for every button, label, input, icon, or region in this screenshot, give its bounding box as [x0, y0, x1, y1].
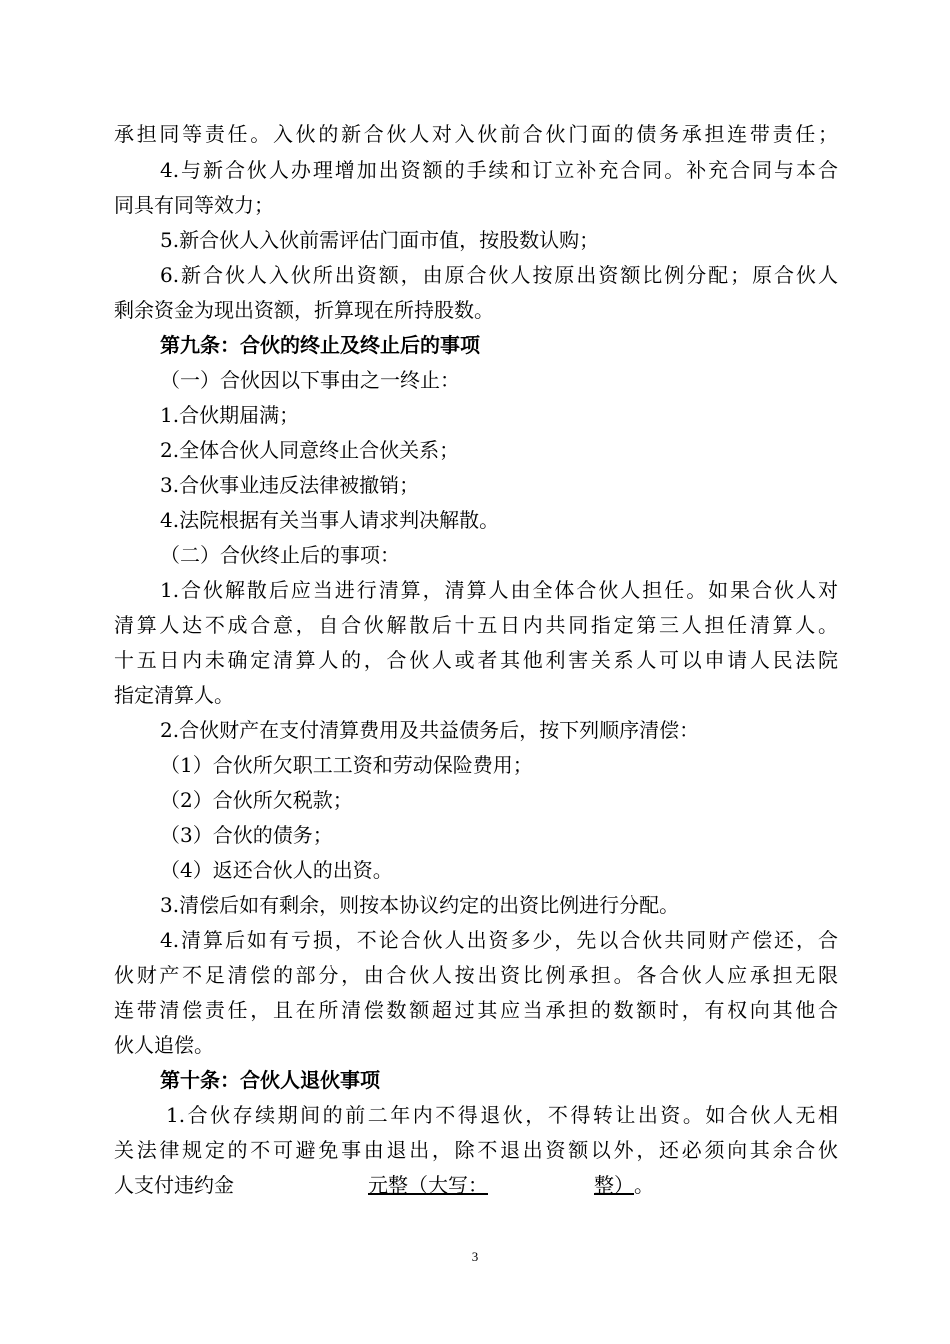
- section-heading: （二）合伙终止后的事项：: [160, 543, 400, 567]
- paragraph-line: 关法律规定的不可避免事由退出，除不退出资额以外，还必须向其余合伙: [114, 1138, 838, 1162]
- list-item: （3）合伙的债务；: [160, 823, 333, 847]
- paragraph-line: 剩余资金为现出资额，折算现在所持股数。: [114, 298, 494, 322]
- paragraph-line: 5.新合伙人入伙前需评估门面市值，按股数认购；: [160, 228, 600, 252]
- penalty-amount-unit: 元整（大写：: [368, 1173, 488, 1197]
- paragraph-line: 3.清偿后如有剩余，则按本协议约定的出资比例进行分配。: [160, 893, 680, 917]
- list-item: 4.法院根据有关当事人请求判决解散。: [160, 508, 500, 532]
- list-item: （2）合伙所欠税款；: [160, 788, 353, 812]
- list-item: （4）返还合伙人的出资。: [160, 858, 393, 882]
- section-heading: （一）合伙因以下事由之一终止：: [160, 368, 460, 392]
- article-10-heading: 第十条：合伙人退伙事项: [160, 1068, 380, 1092]
- list-item: 2.全体合伙人同意终止合伙关系；: [160, 438, 460, 462]
- list-item: 3.合伙事业违反法律被撤销；: [160, 473, 420, 497]
- penalty-end: 。: [634, 1173, 654, 1197]
- penalty-prefix: 人支付违约金: [114, 1173, 234, 1197]
- paragraph-line: 承担同等责任。入伙的新合伙人对入伙前合伙门面的债务承担连带责任；: [114, 122, 838, 146]
- paragraph-line: 1.合伙存续期间的前二年内不得退伙，不得转让出资。如合伙人无相: [166, 1103, 838, 1127]
- paragraph-line: 十五日内未确定清算人的，合伙人或者其他利害关系人可以申请人民法院: [114, 648, 838, 672]
- paragraph-line: 清算人达不成合意，自合伙解散后十五日内共同指定第三人担任清算人。: [114, 613, 838, 637]
- page-number: 3: [471, 1249, 479, 1264]
- penalty-amount-blank[interactable]: [234, 1173, 368, 1195]
- paragraph-line: 2.合伙财产在支付清算费用及共益债务后，按下列顺序清偿：: [160, 718, 700, 742]
- paragraph-line: 4.与新合伙人办理增加出资额的手续和订立补充合同。补充合同与本合: [160, 158, 838, 182]
- list-item: 1.合伙期届满；: [160, 403, 300, 427]
- penalty-line: [114, 1173, 838, 1197]
- paragraph-line: 连带清偿责任，且在所清偿数额超过其应当承担的数额时，有权向其他合: [114, 998, 838, 1022]
- paragraph-line: 指定清算人。: [114, 683, 234, 707]
- paragraph-line: 1.合伙解散后应当进行清算，清算人由全体合伙人担任。如果合伙人对: [160, 578, 838, 602]
- paragraph-line: 4.清算后如有亏损，不论合伙人出资多少，先以合伙共同财产偿还，合: [160, 928, 838, 952]
- paragraph-line: 6.新合伙人入伙所出资额，由原合伙人按原出资额比例分配；原合伙人: [160, 263, 838, 287]
- paragraph-line: 同具有同等效力；: [114, 193, 274, 217]
- list-item: （1）合伙所欠职工工资和劳动保险费用；: [160, 753, 533, 777]
- paragraph-line: 伙财产不足清偿的部分，由合伙人按出资比例承担。各合伙人应承担无限: [114, 963, 838, 987]
- penalty-uppercase-suffix: 整）: [594, 1173, 634, 1197]
- penalty-uppercase-blank[interactable]: [488, 1173, 594, 1195]
- paragraph-line: 伙人追偿。: [114, 1033, 214, 1057]
- article-9-heading: 第九条：合伙的终止及终止后的事项: [160, 333, 480, 357]
